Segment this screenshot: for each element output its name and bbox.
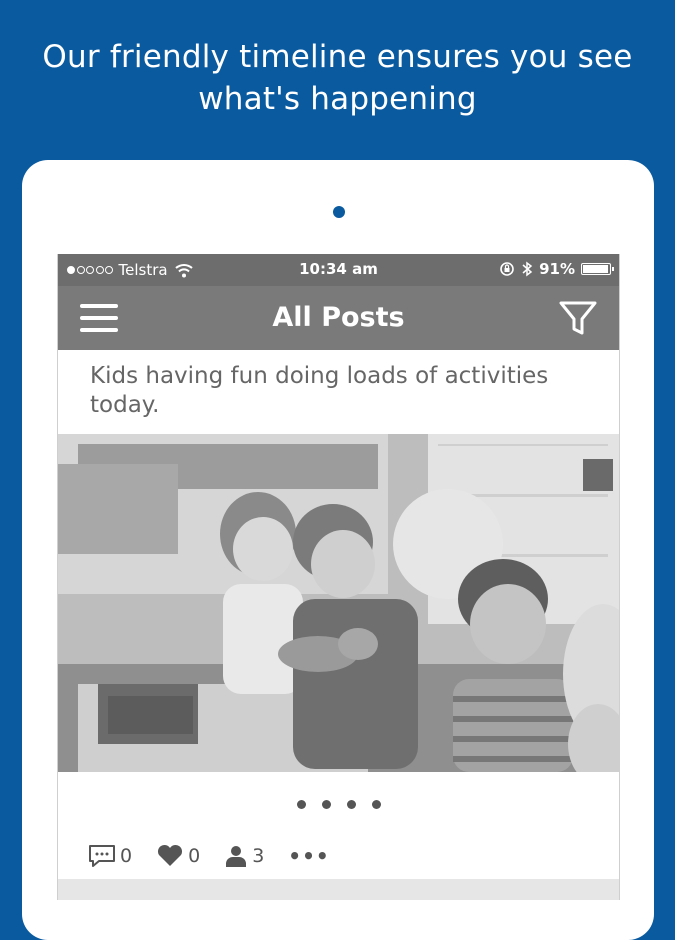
carrier-name: Telstra xyxy=(118,261,168,279)
next-post-divider xyxy=(58,879,619,900)
more-options-button[interactable] xyxy=(288,844,329,868)
page-title: All Posts xyxy=(272,302,405,333)
comment-button[interactable] xyxy=(88,844,132,868)
person-icon xyxy=(224,844,248,868)
post-actions xyxy=(88,844,354,868)
nav-bar xyxy=(58,286,619,350)
status-bar xyxy=(58,254,619,286)
app-screen xyxy=(57,254,620,900)
pager-dot[interactable] xyxy=(372,800,381,809)
orientation-lock-icon xyxy=(499,261,515,277)
heart-icon xyxy=(156,844,184,868)
post-caption: Kids having fun doing loads of activities today. xyxy=(90,363,549,418)
people-button[interactable] xyxy=(224,844,264,868)
pager-dot[interactable] xyxy=(322,800,331,809)
pager-dot[interactable] xyxy=(347,800,356,809)
comment-icon xyxy=(88,844,116,868)
status-time: 10:34 am xyxy=(299,260,378,278)
image-pager[interactable] xyxy=(58,794,619,813)
promo-headline-line-2: what's happening xyxy=(198,81,477,117)
promo-headline xyxy=(0,36,675,120)
promo-headline-line-1: Our friendly timeline ensures you see xyxy=(42,39,633,75)
like-count: 0 xyxy=(188,845,201,867)
comment-count: 0 xyxy=(120,845,133,867)
post-photo[interactable] xyxy=(58,434,619,772)
bluetooth-icon xyxy=(521,261,533,277)
battery-icon xyxy=(581,263,611,275)
people-count: 3 xyxy=(252,845,265,867)
more-icon: ••• xyxy=(288,844,330,868)
pager-dot[interactable] xyxy=(297,800,306,809)
filter-icon[interactable] xyxy=(557,298,599,338)
tablet-camera xyxy=(333,206,345,218)
battery-percent: 91% xyxy=(539,260,575,278)
like-button[interactable] xyxy=(156,844,200,868)
